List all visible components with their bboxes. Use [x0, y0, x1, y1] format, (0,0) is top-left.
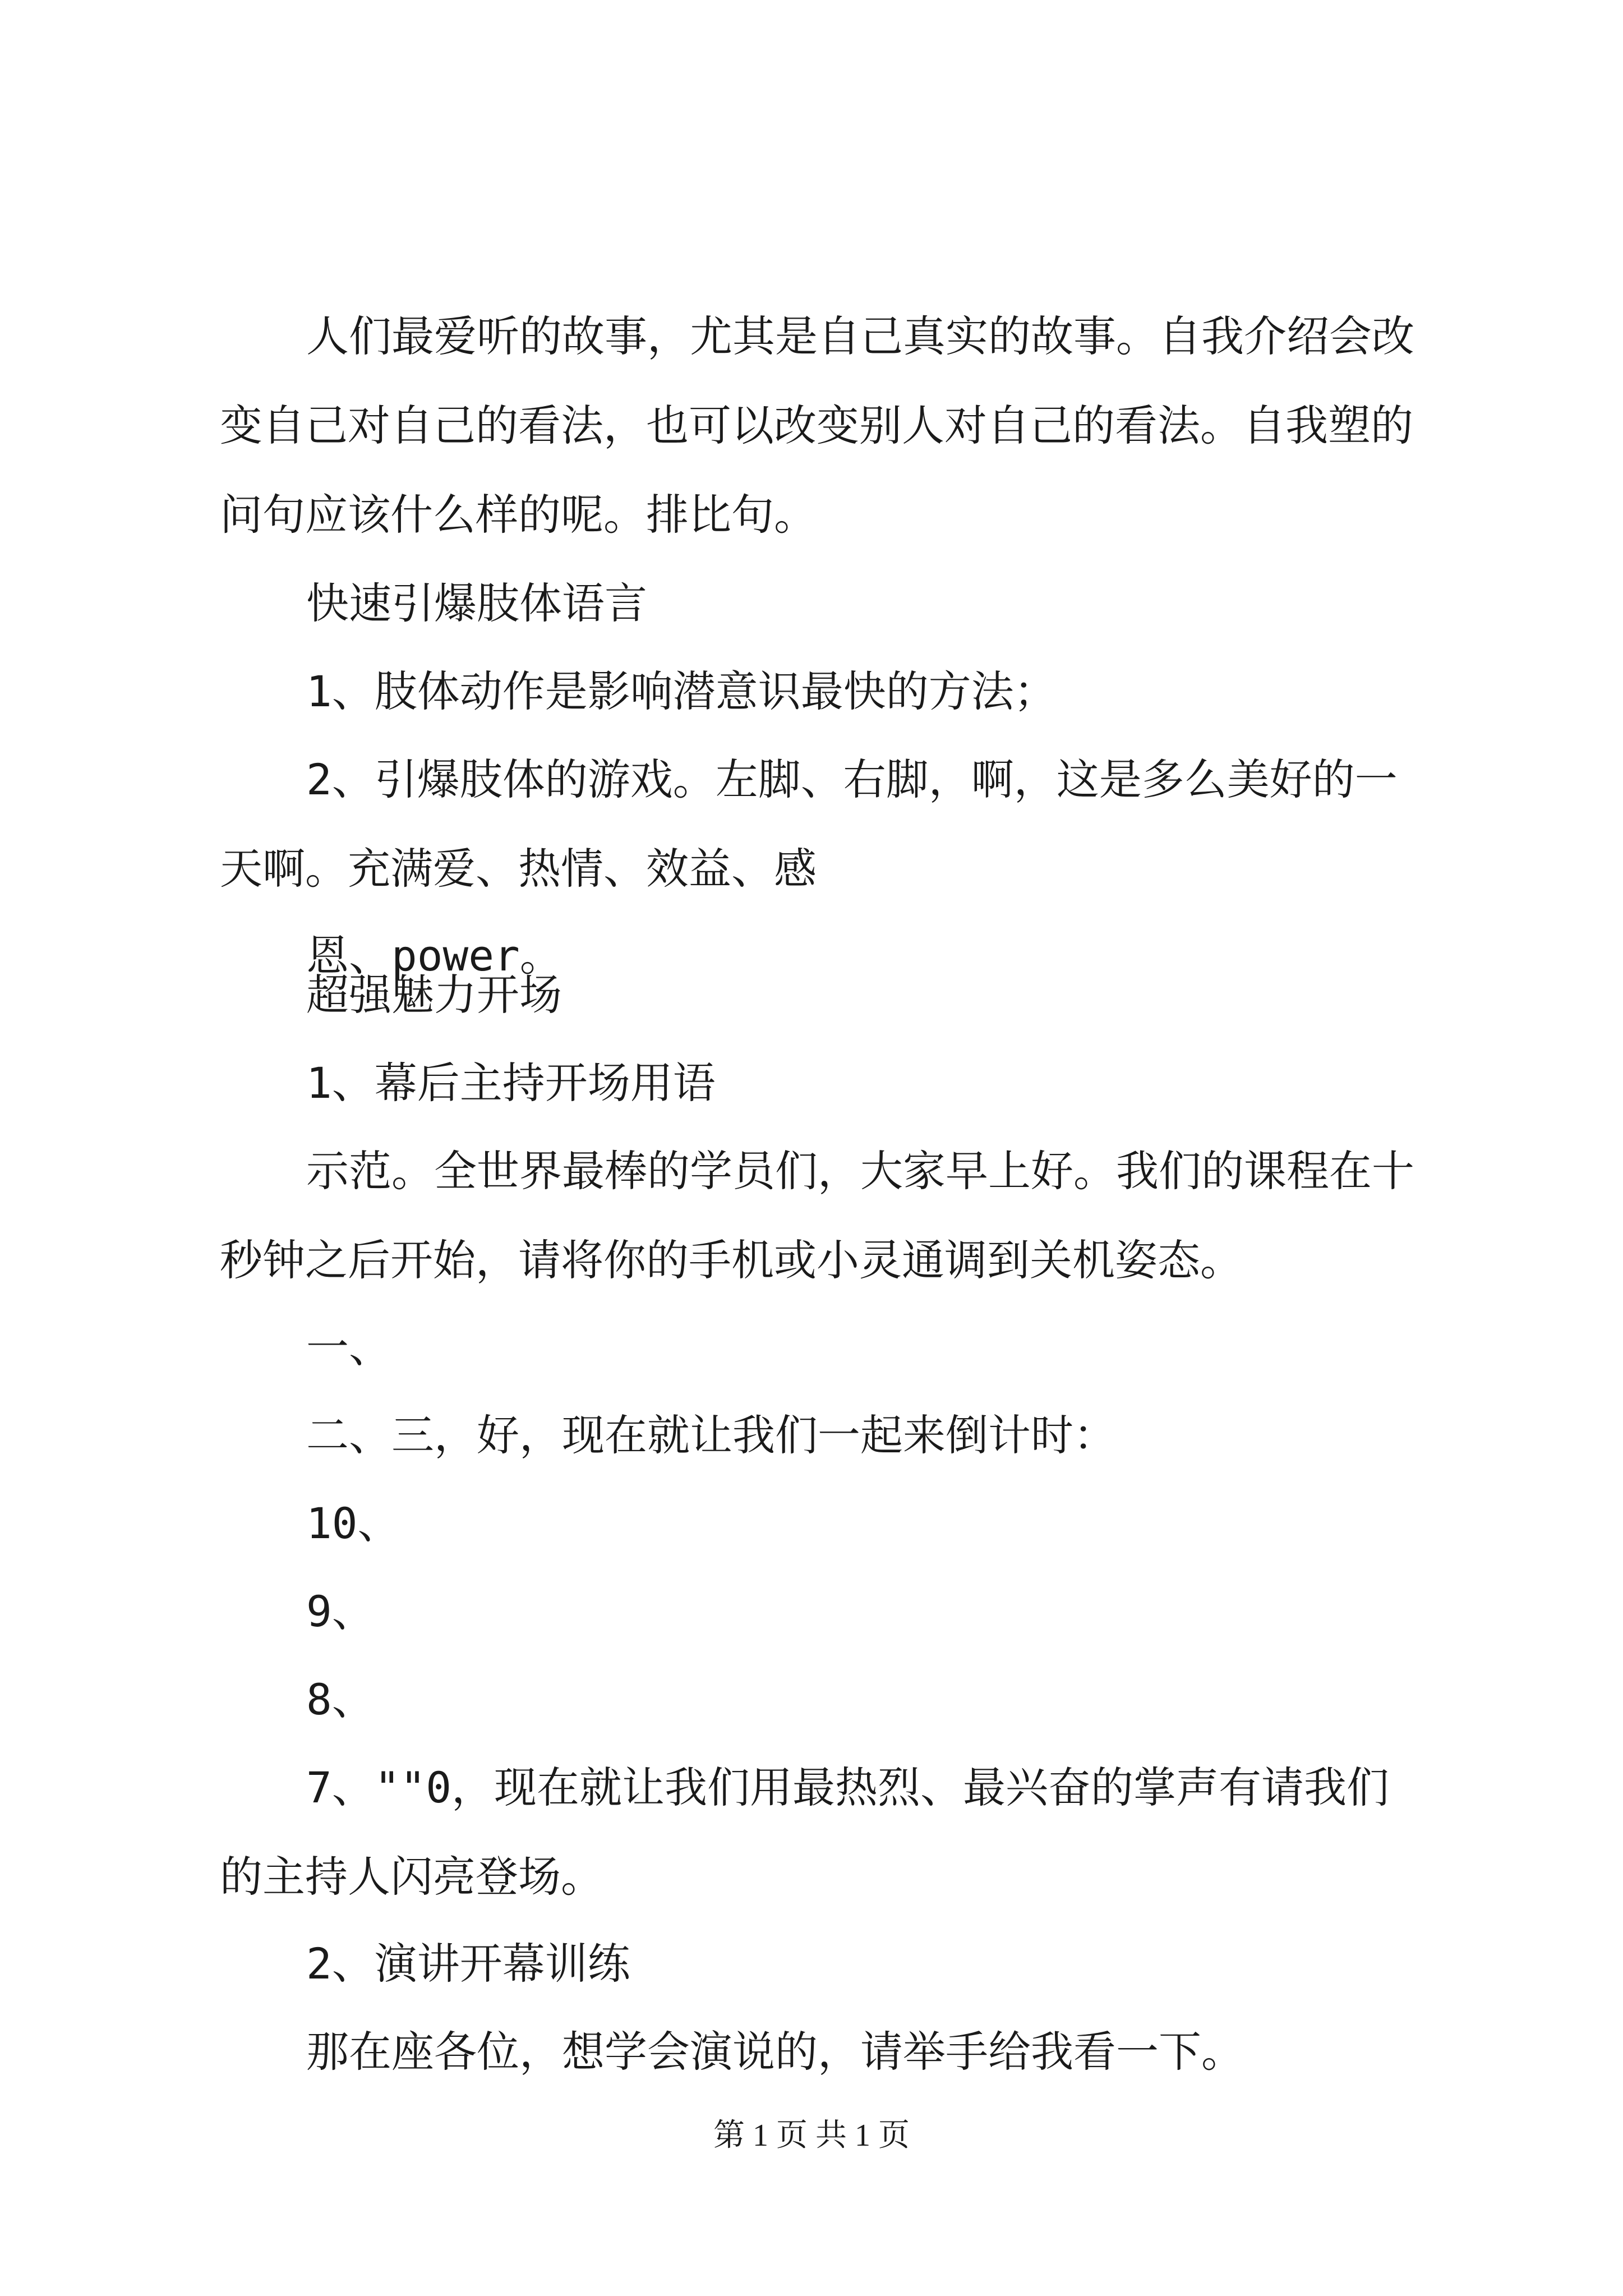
list-item-speech-opening: 2、演讲开幕训练 — [306, 1939, 630, 1989]
paragraph-power: 恩、power。 — [306, 931, 562, 981]
heading-charisma-opening: 超强魅力开场 — [306, 970, 562, 1020]
page-footer: 第 1 页 共 1 页 — [713, 2118, 910, 2153]
heading-body-language: 快速引爆肢体语言 — [306, 578, 647, 628]
list-item-body-action: 1、肢体动作是影响潜意识最快的方法； — [306, 666, 1057, 716]
paragraph-raise-hands: 那在座各位，想学会演说的，请举手给我看一下。 — [306, 2027, 1244, 2077]
list-item-backstage-host: 1、幕后主持开场用语 — [306, 1058, 716, 1108]
paragraph-count-eight: 8、 — [306, 1674, 375, 1724]
list-item-body-game: 2、引爆肢体的游戏。左脚、右脚，啊，这是多么美好的一天啊。充满爱、热情、效益、感 — [220, 754, 1398, 894]
paragraph-self-intro-story: 人们最爱听的故事，尤其是自己真实的故事。自我介绍会改变自己对自己的看法，也可以改变别人对自己的看法。自我塑的问句应该什么样的呢。排比句。 — [220, 311, 1414, 540]
paragraph-count-one: 一、 — [306, 1322, 391, 1372]
paragraph-count-nine: 9、 — [306, 1586, 375, 1636]
paragraph-countdown: 二、三，好，现在就让我们一起来倒计时： — [306, 1410, 1116, 1460]
paragraph-demo: 示范。全世界最棒的学员们，大家早上好。我们的课程在十秒钟之后开始，请将你的手机或小灵通调到关机姿态。 — [220, 1146, 1414, 1285]
paragraph-count-ten: 10、 — [306, 1498, 400, 1548]
paragraph-host-entrance: 7、""0，现在就让我们用最热烈、最兴奋的掌声有请我们的主持人闪亮登场。 — [220, 1763, 1390, 1902]
